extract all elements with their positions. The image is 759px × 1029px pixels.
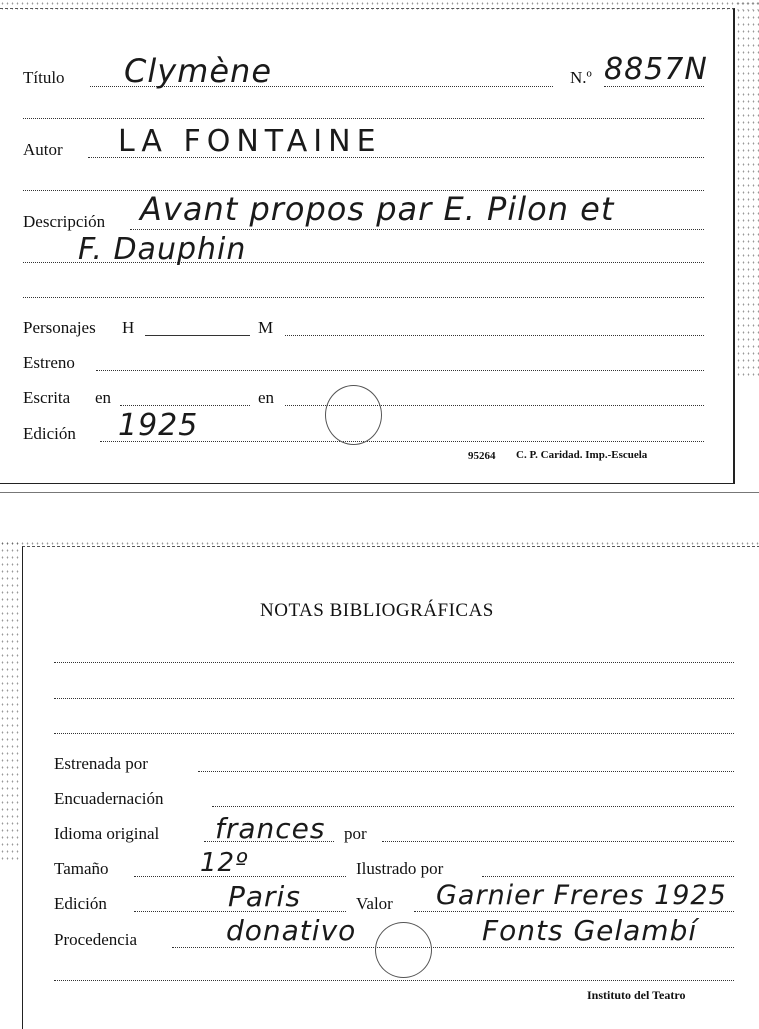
punch-hole-top (325, 385, 382, 445)
printer-number: 95264 (468, 450, 496, 462)
edicion-back-value: Paris (228, 880, 301, 913)
numero-label: N.º (570, 68, 592, 87)
titulo-value: Clymène (124, 52, 272, 90)
footer-institution: Instituto del Teatro (587, 988, 686, 1002)
ilustrado-label: Ilustrado por (356, 859, 444, 878)
idioma-value: frances (215, 812, 326, 845)
descripcion-line (130, 229, 704, 230)
descripcion-value-2: F. Dauphin (78, 232, 247, 267)
estrenada-label: Estrenada por (54, 754, 148, 773)
speckle-top-right (736, 0, 759, 380)
h-line (145, 335, 250, 336)
descripcion-value-1: Avant propos par E. Pilon et (140, 190, 615, 228)
punch-hole-bottom (375, 922, 432, 978)
por-line (382, 841, 734, 842)
personajes-label: Personajes (23, 318, 96, 337)
autor-value: LA FONTAINE (118, 124, 382, 159)
escrita-en-label: en (95, 388, 112, 407)
procedencia-extra: Fonts Gelambí (482, 914, 698, 947)
procedencia-value: donativo (226, 914, 357, 947)
numero-value: 8857N (604, 52, 708, 87)
encuadernacion-line (212, 806, 734, 807)
idioma-label: Idioma original (54, 824, 160, 843)
escrita-en-line (120, 405, 250, 406)
bottom-blank-line (54, 980, 734, 981)
h-label: H (122, 318, 135, 337)
divider-line (0, 492, 759, 493)
notas-line-1 (54, 662, 734, 663)
titulo-label: Título (23, 68, 65, 87)
notas-heading: NOTAS BIBLIOGRÁFICAS (260, 600, 494, 621)
estreno-label: Estreno (23, 353, 75, 372)
blank-line-1 (23, 118, 704, 119)
valor-label: Valor (356, 894, 393, 913)
blank-line-3 (23, 297, 704, 298)
edicion-back-label: Edición (54, 894, 107, 913)
m-line (285, 335, 704, 336)
autor-label: Autor (23, 140, 63, 159)
encuadernacion-label: Encuadernación (54, 789, 164, 808)
procedencia-label: Procedencia (54, 930, 138, 949)
tamano-label: Tamaño (54, 859, 109, 878)
edicion-label: Edición (23, 424, 76, 443)
escrita-en2-label: en (258, 388, 275, 407)
printer-text: C. P. Caridad. Imp.-Escuela (516, 449, 648, 461)
valor-line (414, 911, 734, 912)
procedencia-line (172, 947, 734, 948)
ilustrado-line (482, 876, 734, 877)
estrenada-line (198, 771, 734, 772)
tamano-value: 12º (200, 848, 249, 878)
valor-value: Garnier Freres 1925 (436, 880, 727, 911)
speckle-bottom-left (0, 540, 20, 860)
m-label: M (258, 318, 274, 337)
notas-line-2 (54, 698, 734, 699)
notas-line-3 (54, 733, 734, 734)
escrita-label: Escrita (23, 388, 71, 407)
estreno-line (96, 370, 704, 371)
por-label: por (344, 824, 367, 843)
descripcion-label: Descripción (23, 212, 106, 231)
edicion-value: 1925 (118, 408, 199, 443)
